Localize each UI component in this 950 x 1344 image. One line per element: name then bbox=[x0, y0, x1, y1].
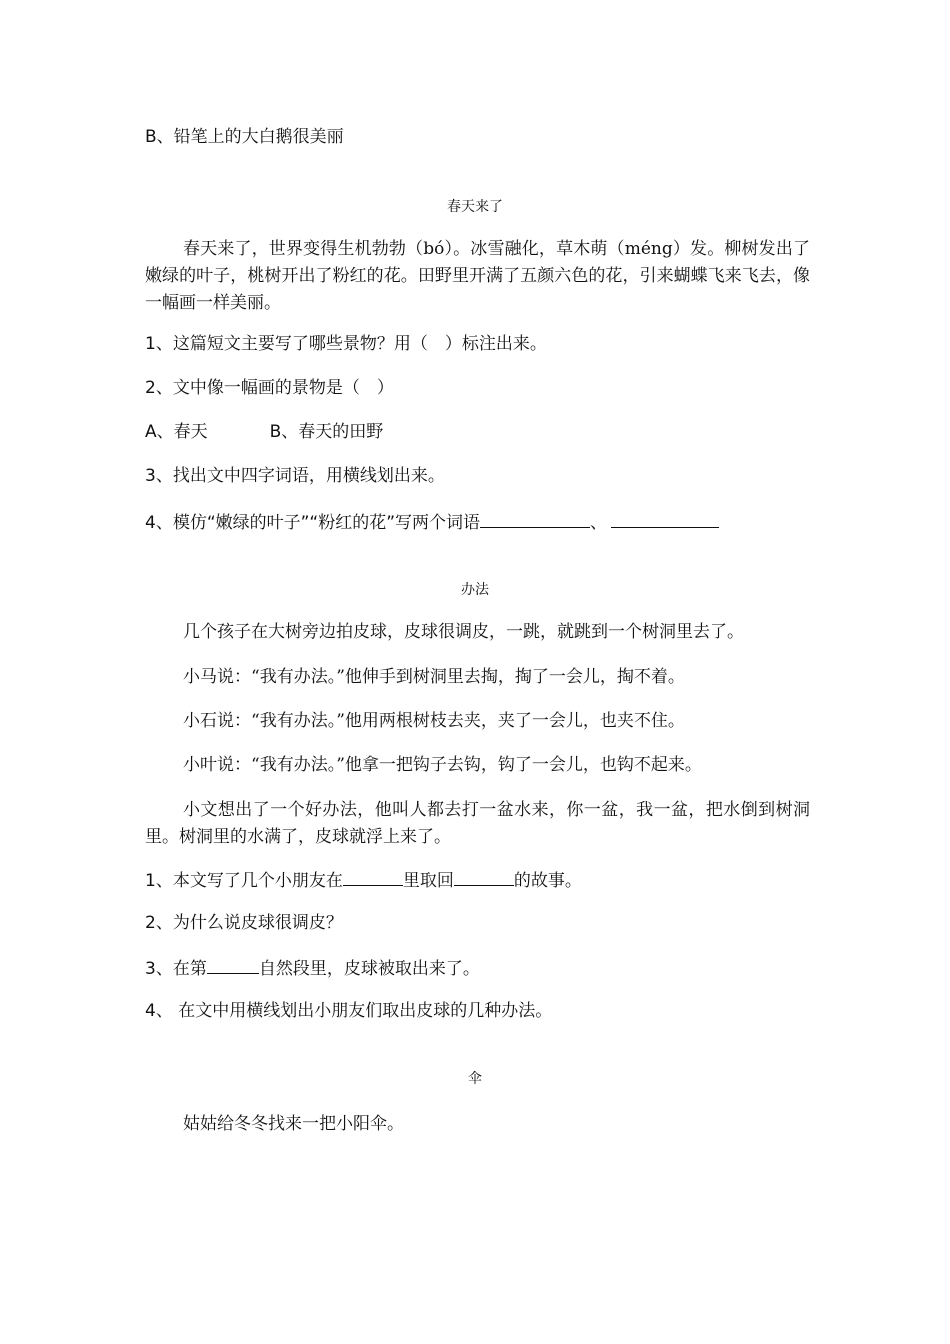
spring-question-3: 3、找出文中四字词语，用横线划出来。 bbox=[145, 466, 445, 486]
answer-blank[interactable] bbox=[480, 509, 590, 528]
spring-question-2-options bbox=[145, 420, 383, 444]
method-paragraph-2: 小马说：“我有办法。”他伸手到树洞里去掏，掏了一会儿，掏不着。 bbox=[183, 667, 685, 687]
method-question-4: 4、 在文中用横线划出小朋友们取出皮球的几种办法。 bbox=[145, 1001, 553, 1021]
method-paragraph-3: 小石说：“我有办法。”他用两根树枝去夹，夹了一会儿，也夹不住。 bbox=[183, 711, 685, 731]
section-title-umbrella: 伞 bbox=[468, 1071, 482, 1087]
spring-paragraph: 春天来了，世界变得生机勃勃（bó）。冰雪融化，草木萌（méng）发。柳树发出了嫩绿的叶子，桃树开出了粉红的花。田野里开满了五颜六色的花，引来蝴蝶飞来飞去，像一幅画一样美丽。 bbox=[145, 239, 810, 313]
method-question-3-text: 自然段里，皮球被取出来了。 bbox=[258, 959, 480, 979]
answer-blank[interactable] bbox=[207, 955, 259, 974]
section-title-method: 办法 bbox=[461, 582, 489, 598]
spring-question-4 bbox=[145, 509, 719, 535]
method-question-1-text: 的故事。 bbox=[513, 871, 582, 891]
spring-question-4-text: 4、模仿“嫩绿的叶子”“粉红的花”写两个词语 bbox=[145, 513, 481, 533]
method-paragraph-1: 几个孩子在大树旁边拍皮球，皮球很调皮，一跳，就跳到一个树洞里去了。 bbox=[183, 622, 744, 642]
option-a: A、春天 bbox=[145, 422, 208, 442]
blank-separator: 、 bbox=[590, 513, 608, 533]
answer-blank[interactable] bbox=[454, 867, 514, 886]
method-question-3-text: 3、在第 bbox=[145, 959, 207, 979]
method-question-1-text: 1、本文写了几个小朋友在 bbox=[145, 871, 343, 891]
method-paragraph-4: 小叶说：“我有办法。”他拿一把钩子去钩，钩了一会儿，也钩不起来。 bbox=[183, 755, 702, 775]
method-paragraph-5: 小文想出了一个好办法，他叫人都去打一盆水来，你一盆，我一盆，把水倒到树洞里。树洞里的水满了，皮球就浮上来了。 bbox=[145, 800, 810, 847]
answer-blank[interactable] bbox=[343, 867, 403, 886]
umbrella-paragraph-1: 姑姑给冬冬找来一把小阳伞。 bbox=[183, 1114, 404, 1134]
method-question-1 bbox=[145, 867, 582, 893]
option-b-line: B、铅笔上的大白鹅很美丽 bbox=[145, 127, 344, 147]
section-title-spring: 春天来了 bbox=[447, 199, 503, 215]
method-question-2: 2、为什么说皮球很调皮？ bbox=[145, 913, 343, 933]
answer-blank[interactable] bbox=[611, 509, 719, 528]
method-question-1-text: 里取回 bbox=[402, 871, 454, 891]
spring-question-2: 2、文中像一幅画的景物是（ ） bbox=[145, 378, 394, 398]
option-b: B、春天的田野 bbox=[269, 422, 384, 442]
method-question-3 bbox=[145, 955, 480, 981]
spring-question-1: 1、这篇短文主要写了哪些景物？用（ ）标注出来。 bbox=[145, 334, 547, 354]
